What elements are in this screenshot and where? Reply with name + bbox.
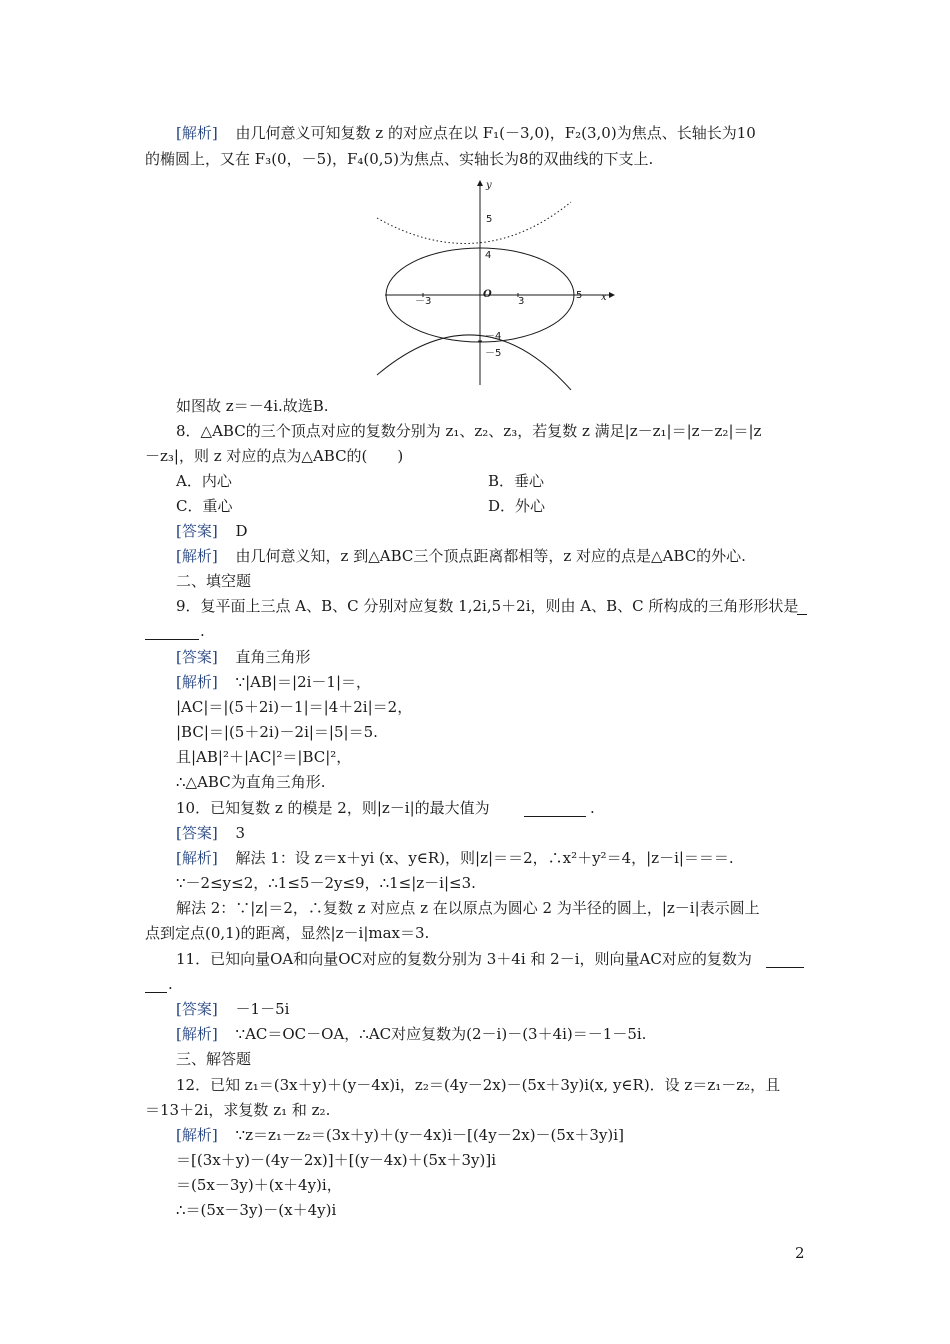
text-line (0, 695, 950, 719)
period: . (590, 799, 595, 817)
line-text: 的椭圆上，又在 F₃(0，－5)，F₄(0,5)为焦点、实轴长为8的双曲线的下支上. (145, 150, 654, 168)
line-text: ∵z＝z₁－z₂＝(3x＋y)＋(y－4x)i－[(4y－2x)－(5x＋3y)i] (226, 1126, 624, 1144)
text-line (0, 1198, 950, 1222)
section-heading (0, 1047, 950, 1071)
answer-line (0, 821, 950, 845)
y-tick-label: －5 (485, 348, 502, 359)
line-text: ∴△ABC为直角三角形. (176, 773, 326, 791)
line-text: |BC|＝|(5＋2i)－2i|＝|5|＝5. (176, 723, 378, 741)
x-tick-label: 3 (518, 296, 525, 307)
option-a: A．内心 (176, 472, 232, 490)
y-tick-label: －4 (485, 331, 502, 342)
question-9 (0, 594, 950, 618)
option-c: C．重心 (176, 497, 233, 515)
coordinate-plot (375, 178, 625, 390)
options-row (0, 494, 950, 518)
analysis-line (0, 670, 950, 694)
option-b: B．垂心 (488, 472, 545, 490)
x-tick-label: 5 (576, 290, 583, 301)
line-text: 由几何意义可知复数 z 的对应点在以 F₁(－3,0)，F₂(3,0)为焦点、长轴长为10 (226, 124, 756, 142)
line-text: 10．已知复数 z 的模是 2，则|z－i|的最大值为 (176, 799, 490, 817)
answer-tag: [答案] (176, 1000, 218, 1018)
analysis-tag: [解析] (176, 547, 218, 565)
answer-blank (524, 800, 586, 817)
answer-blank (766, 951, 804, 968)
line-text: 三、解答题 (176, 1050, 252, 1068)
line-text: 11．已知向量OA和向量OC对应的复数分别为 3＋4i 和 2－i，则向量AC对应的复数为 (176, 950, 752, 968)
question-10 (0, 796, 950, 820)
text-line (0, 896, 950, 920)
text-line (0, 1173, 950, 1197)
y-tick-label: 4 (485, 250, 492, 261)
text-line (0, 745, 950, 769)
analysis-line (0, 1123, 950, 1147)
line-text: ＝(5x－3y)＋(x＋4y)i， (176, 1176, 342, 1194)
line-text: 9．复平面上三点 A、B、C 分别对应复数 1,2i,5＋2i，则由 A、B、C 所构成的三角形形状是 (176, 597, 799, 615)
analysis-tag: [解析] (176, 673, 218, 691)
analysis-line (0, 1022, 950, 1046)
y-axis-label: y (486, 180, 492, 191)
answer-blank (797, 598, 807, 615)
line-text: 解法 2：∵|z|＝2，∴复数 z 对应点 z 在以原点为圆心 2 为半径的圆上，|z－i|表示圆上 (176, 899, 760, 917)
section-heading (0, 569, 950, 593)
line-text: 点到定点(0,1)的距离，显然|z－i|max＝3. (145, 924, 430, 942)
line-text: －1－5i (226, 1000, 290, 1018)
line-text: ＝13＋2i，求复数 z₁ 和 z₂. (145, 1101, 331, 1119)
line-text: －z₃|，则 z 对应的点为△ABC的( ) (145, 447, 404, 465)
answer-blank (145, 976, 167, 993)
line-text: D (226, 522, 248, 540)
text-line (0, 1148, 950, 1172)
line-text: ∴＝(5x－3y)－(x＋4y)i (176, 1201, 337, 1219)
line-text: . (200, 622, 205, 640)
text-line (0, 147, 950, 171)
line-text: . (168, 975, 173, 993)
text-line (0, 871, 950, 895)
question-12 (0, 1073, 950, 1097)
line-text: |AC|＝|(5＋2i)－1|＝|4＋2i|＝2， (176, 698, 413, 716)
line-text: 且|AB|²＋|AC|²＝|BC|²， (176, 748, 352, 766)
answer-tag: [答案] (176, 522, 218, 540)
line-text: 如图故 z＝－4i.故选B. (176, 397, 329, 415)
page-number: 2 (795, 1244, 805, 1262)
option-d: D．外心 (488, 497, 546, 515)
line-text: 8．△ABC的三个顶点对应的复数分别为 z₁、z₂、z₃，若复数 z 满足|z－z₁|＝|z－z₂|＝|z (176, 422, 762, 440)
analysis-tag: [解析] (176, 1126, 218, 1144)
x-tick-label: －3 (415, 296, 432, 307)
line-text: 12．已知 z₁＝(3x＋y)＋(y－4x)i，z₂＝(4y－2x)－(5x＋3y)i(x, y∈R)．设 z＝z₁－z₂，且 (176, 1076, 781, 1094)
line-text: ∵AC＝OC－OA，∴AC对应复数为(2－i)－(3＋4i)＝－1－5i. (226, 1025, 647, 1043)
answer-line (0, 997, 950, 1021)
text-line (0, 770, 950, 794)
line-text: ＝[(3x＋y)－(4y－2x)]＋[(y－4x)＋(5x＋3y)]i (176, 1151, 497, 1169)
line-text: 二、填空题 (176, 572, 252, 590)
text-line (0, 921, 950, 945)
analysis-line (0, 846, 950, 870)
answer-tag: [答案] (176, 648, 218, 666)
answer-tag: [答案] (176, 824, 218, 842)
answer-blank (145, 623, 199, 640)
text-line (0, 394, 950, 418)
text-line (0, 1098, 950, 1122)
text-line (0, 619, 950, 643)
analysis-tag: [解析] (176, 849, 218, 867)
line-text: ∵|AB|＝|2i－1|＝， (226, 673, 372, 691)
analysis-tag: [解析] (176, 1025, 218, 1043)
question-11 (0, 947, 950, 971)
y-tick-label: 5 (486, 214, 493, 225)
text-line (0, 121, 950, 145)
analysis-line (0, 544, 950, 568)
text-line (0, 720, 950, 744)
options-row (0, 469, 950, 493)
origin-label: O (483, 289, 492, 300)
line-text: 解法 1：设 z＝x＋yi (x、y∈R)，则|z|＝＝2，∴x²＋y²＝4，|z－i|＝＝＝. (226, 849, 734, 867)
line-text: ∵－2≤y≤2，∴1≤5－2y≤9，∴1≤|z－i|≤3. (176, 874, 476, 892)
line-text: 由几何意义知，z 到△ABC三个顶点距离都相等，z 对应的点是△ABC的外心. (226, 547, 746, 565)
answer-line (0, 519, 950, 543)
x-axis-label: x (601, 292, 607, 303)
ellipse-hyperbola-figure (375, 178, 625, 390)
question-8 (0, 419, 950, 443)
analysis-tag: [解析] (176, 124, 218, 142)
text-line (0, 444, 950, 468)
line-text: 直角三角形 (226, 648, 311, 666)
line-text: 3 (226, 824, 246, 842)
answer-line (0, 645, 950, 669)
text-line (0, 972, 950, 996)
